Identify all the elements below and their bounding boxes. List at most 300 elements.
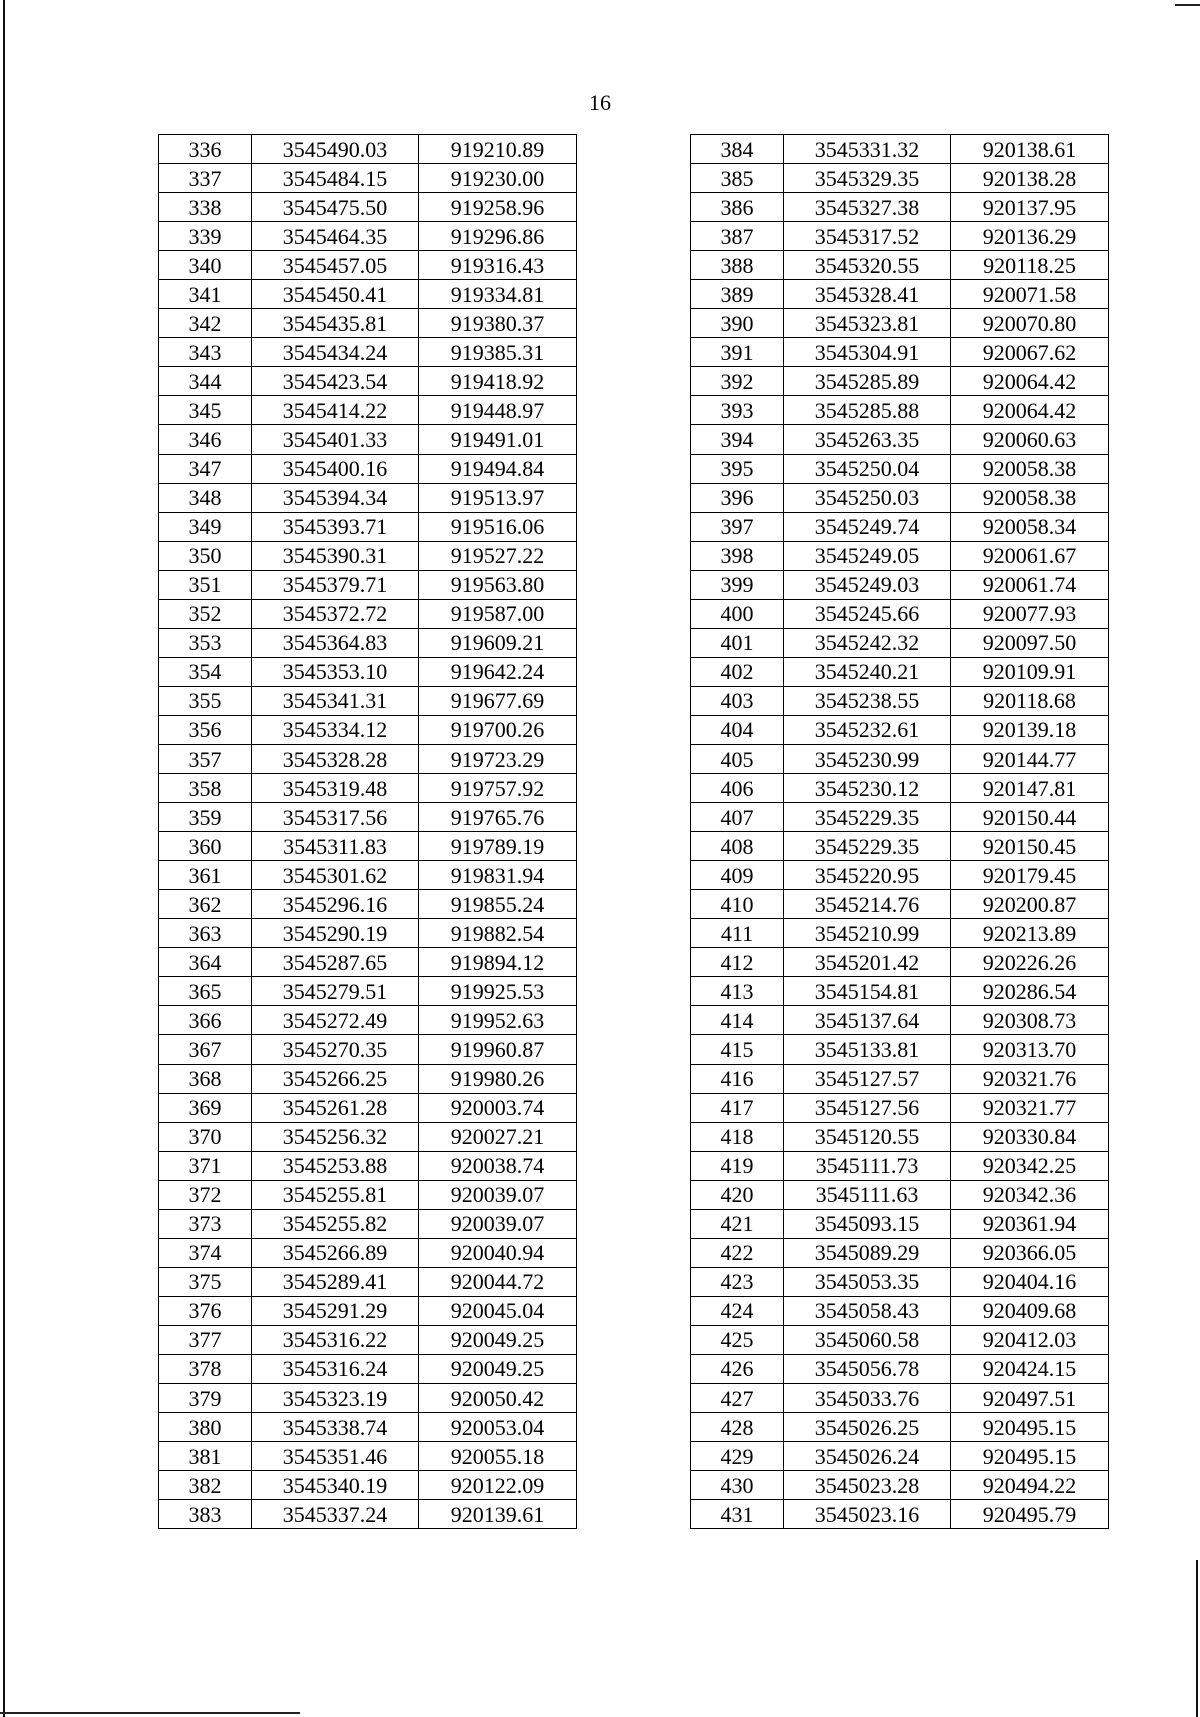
table-row [159,657,577,686]
y-coordinate-cell: 919723.29 [419,744,577,773]
table-row [691,1325,1109,1354]
y-coordinate-cell: 920330.84 [951,1122,1109,1151]
table-row [691,135,1109,164]
table-row [691,1064,1109,1093]
point-number-cell: 345 [159,396,252,425]
y-coordinate-cell: 920058.38 [951,454,1109,483]
x-coordinate-cell: 3545238.55 [784,686,951,715]
y-coordinate-cell: 920049.25 [419,1354,577,1383]
table-row [159,1442,577,1471]
y-coordinate-cell: 920138.28 [951,164,1109,193]
x-coordinate-cell: 3545230.12 [784,774,951,803]
point-number-cell: 421 [691,1209,784,1238]
table-row [159,1093,577,1122]
y-coordinate-cell: 920137.95 [951,193,1109,222]
x-coordinate-cell: 3545214.76 [784,890,951,919]
y-coordinate-cell: 919789.19 [419,832,577,861]
table-row [159,890,577,919]
point-number-cell: 369 [159,1093,252,1122]
table-row [691,1238,1109,1267]
x-coordinate-cell: 3545154.81 [784,977,951,1006]
point-number-cell: 349 [159,512,252,541]
y-coordinate-cell: 920494.22 [951,1471,1109,1500]
table-row [159,425,577,454]
table-row [691,512,1109,541]
x-coordinate-cell: 3545316.22 [252,1325,419,1354]
y-coordinate-cell: 919448.97 [419,396,577,425]
table-row [159,251,577,280]
table-row [159,1325,577,1354]
y-coordinate-cell: 920064.42 [951,367,1109,396]
point-number-cell: 431 [691,1500,784,1529]
y-coordinate-cell: 920139.61 [419,1500,577,1529]
point-number-cell: 372 [159,1180,252,1209]
table-row [691,309,1109,338]
table-row [159,774,577,803]
y-coordinate-cell: 920027.21 [419,1122,577,1151]
x-coordinate-cell: 3545423.54 [252,367,419,396]
table-row [159,454,577,483]
x-coordinate-cell: 3545291.29 [252,1296,419,1325]
y-coordinate-cell: 920097.50 [951,628,1109,657]
table-row [159,338,577,367]
point-number-cell: 419 [691,1151,784,1180]
point-number-cell: 396 [691,483,784,512]
table-row [159,948,577,977]
point-number-cell: 358 [159,774,252,803]
table-row [159,483,577,512]
y-coordinate-cell: 919258.96 [419,193,577,222]
x-coordinate-cell: 3545435.81 [252,309,419,338]
point-number-cell: 424 [691,1296,784,1325]
x-coordinate-cell: 3545261.28 [252,1093,419,1122]
table-row [691,832,1109,861]
table-row [691,1093,1109,1122]
table-row [159,193,577,222]
x-coordinate-cell: 3545475.50 [252,193,419,222]
x-coordinate-cell: 3545272.49 [252,1006,419,1035]
table-row [691,686,1109,715]
y-coordinate-cell: 920061.74 [951,570,1109,599]
y-coordinate-cell: 920109.91 [951,657,1109,686]
table-row [159,280,577,309]
y-coordinate-cell: 920071.58 [951,280,1109,309]
y-coordinate-cell: 920049.25 [419,1325,577,1354]
x-coordinate-cell: 3545240.21 [784,657,951,686]
x-coordinate-cell: 3545287.65 [252,948,419,977]
point-number-cell: 383 [159,1500,252,1529]
table-row [159,1006,577,1035]
point-number-cell: 416 [691,1064,784,1093]
x-coordinate-cell: 3545327.38 [784,193,951,222]
x-coordinate-cell: 3545229.35 [784,803,951,832]
y-coordinate-cell: 920061.67 [951,541,1109,570]
table-row [691,483,1109,512]
x-coordinate-cell: 3545255.82 [252,1209,419,1238]
table-row [159,1267,577,1296]
table-row [159,1180,577,1209]
y-coordinate-cell: 920118.68 [951,686,1109,715]
table-row [691,164,1109,193]
x-coordinate-cell: 3545249.74 [784,512,951,541]
x-coordinate-cell: 3545390.31 [252,541,419,570]
y-coordinate-cell: 920179.45 [951,861,1109,890]
y-coordinate-cell: 920342.25 [951,1151,1109,1180]
x-coordinate-cell: 3545229.35 [784,832,951,861]
point-number-cell: 404 [691,715,784,744]
table-row [691,977,1109,1006]
table-row [691,193,1109,222]
point-number-cell: 362 [159,890,252,919]
y-coordinate-cell: 920136.29 [951,222,1109,251]
point-number-cell: 429 [691,1442,784,1471]
x-coordinate-cell: 3545249.05 [784,541,951,570]
x-coordinate-cell: 3545279.51 [252,977,419,1006]
point-number-cell: 406 [691,774,784,803]
y-coordinate-cell: 920040.94 [419,1238,577,1267]
table-row [691,657,1109,686]
y-coordinate-cell: 920226.26 [951,948,1109,977]
table-row [159,512,577,541]
point-number-cell: 414 [691,1006,784,1035]
point-number-cell: 395 [691,454,784,483]
y-coordinate-cell: 920147.81 [951,774,1109,803]
y-coordinate-cell: 919952.63 [419,1006,577,1035]
point-number-cell: 390 [691,309,784,338]
x-coordinate-cell: 3545053.35 [784,1267,951,1296]
table-row [159,1035,577,1064]
table-row [159,367,577,396]
point-number-cell: 380 [159,1413,252,1442]
y-coordinate-cell: 920122.09 [419,1471,577,1500]
y-coordinate-cell: 919831.94 [419,861,577,890]
table-row [691,541,1109,570]
x-coordinate-cell: 3545372.72 [252,599,419,628]
x-coordinate-cell: 3545058.43 [784,1296,951,1325]
point-number-cell: 351 [159,570,252,599]
x-coordinate-cell: 3545337.24 [252,1500,419,1529]
x-coordinate-cell: 3545323.19 [252,1384,419,1413]
point-number-cell: 338 [159,193,252,222]
table-row [691,1413,1109,1442]
table-row [691,715,1109,744]
y-coordinate-cell: 919757.92 [419,774,577,803]
y-coordinate-cell: 920039.07 [419,1209,577,1238]
x-coordinate-cell: 3545056.78 [784,1354,951,1383]
point-number-cell: 398 [691,541,784,570]
point-number-cell: 344 [159,367,252,396]
x-coordinate-cell: 3545464.35 [252,222,419,251]
point-number-cell: 418 [691,1122,784,1151]
point-number-cell: 361 [159,861,252,890]
x-coordinate-cell: 3545266.89 [252,1238,419,1267]
y-coordinate-cell: 920321.76 [951,1064,1109,1093]
x-coordinate-cell: 3545201.42 [784,948,951,977]
point-number-cell: 347 [159,454,252,483]
x-coordinate-cell: 3545120.55 [784,1122,951,1151]
table-row [159,599,577,628]
point-number-cell: 412 [691,948,784,977]
x-coordinate-cell: 3545490.03 [252,135,419,164]
x-coordinate-cell: 3545285.89 [784,367,951,396]
x-coordinate-cell: 3545393.71 [252,512,419,541]
table-row [159,1151,577,1180]
point-number-cell: 422 [691,1238,784,1267]
table-row [691,774,1109,803]
table-row [691,222,1109,251]
point-number-cell: 408 [691,832,784,861]
point-number-cell: 355 [159,686,252,715]
x-coordinate-cell: 3545127.56 [784,1093,951,1122]
x-coordinate-cell: 3545364.83 [252,628,419,657]
x-coordinate-cell: 3545253.88 [252,1151,419,1180]
y-coordinate-cell: 919210.89 [419,135,577,164]
point-number-cell: 370 [159,1122,252,1151]
table-row [159,222,577,251]
y-coordinate-cell: 919516.06 [419,512,577,541]
point-number-cell: 377 [159,1325,252,1354]
point-number-cell: 381 [159,1442,252,1471]
table-row [691,251,1109,280]
point-number-cell: 386 [691,193,784,222]
point-number-cell: 348 [159,483,252,512]
x-coordinate-cell: 3545290.19 [252,919,419,948]
table-row [691,919,1109,948]
x-coordinate-cell: 3545210.99 [784,919,951,948]
x-coordinate-cell: 3545137.64 [784,1006,951,1035]
point-number-cell: 350 [159,541,252,570]
point-number-cell: 339 [159,222,252,251]
y-coordinate-cell: 920058.34 [951,512,1109,541]
scan-edge-line-top [1175,4,1200,6]
y-coordinate-cell: 920409.68 [951,1296,1109,1325]
y-coordinate-cell: 919925.53 [419,977,577,1006]
x-coordinate-cell: 3545111.63 [784,1180,951,1209]
x-coordinate-cell: 3545320.55 [784,251,951,280]
x-coordinate-cell: 3545484.15 [252,164,419,193]
table-row [691,1122,1109,1151]
x-coordinate-cell: 3545245.66 [784,599,951,628]
table-row [159,1500,577,1529]
x-coordinate-cell: 3545220.95 [784,861,951,890]
point-number-cell: 366 [159,1006,252,1035]
point-number-cell: 410 [691,890,784,919]
x-coordinate-cell: 3545026.25 [784,1413,951,1442]
table-row [159,570,577,599]
table-row [691,948,1109,977]
table-row [159,1209,577,1238]
x-coordinate-cell: 3545289.41 [252,1267,419,1296]
y-coordinate-cell: 920060.63 [951,425,1109,454]
x-coordinate-cell: 3545266.25 [252,1064,419,1093]
x-coordinate-cell: 3545263.35 [784,425,951,454]
table-row [691,425,1109,454]
y-coordinate-cell: 919609.21 [419,628,577,657]
table-row [691,1384,1109,1413]
x-coordinate-cell: 3545316.24 [252,1354,419,1383]
table-row [159,977,577,1006]
y-coordinate-cell: 920495.15 [951,1413,1109,1442]
y-coordinate-cell: 920308.73 [951,1006,1109,1035]
point-number-cell: 427 [691,1384,784,1413]
point-number-cell: 400 [691,599,784,628]
table-row [691,1035,1109,1064]
point-number-cell: 402 [691,657,784,686]
y-coordinate-cell: 920058.38 [951,483,1109,512]
point-number-cell: 342 [159,309,252,338]
scan-edge-line-bottom [0,1712,300,1714]
table-row [159,803,577,832]
point-number-cell: 356 [159,715,252,744]
point-number-cell: 341 [159,280,252,309]
point-number-cell: 426 [691,1354,784,1383]
table-row [691,396,1109,425]
point-number-cell: 392 [691,367,784,396]
y-coordinate-cell: 919587.00 [419,599,577,628]
point-number-cell: 378 [159,1354,252,1383]
point-number-cell: 407 [691,803,784,832]
y-coordinate-cell: 919765.76 [419,803,577,832]
x-coordinate-cell: 3545319.48 [252,774,419,803]
table-row [159,686,577,715]
point-number-cell: 397 [691,512,784,541]
x-coordinate-cell: 3545400.16 [252,454,419,483]
x-coordinate-cell: 3545328.41 [784,280,951,309]
table-row [159,1354,577,1383]
point-number-cell: 359 [159,803,252,832]
table-row [691,338,1109,367]
table-row [159,744,577,773]
point-number-cell: 393 [691,396,784,425]
point-number-cell: 417 [691,1093,784,1122]
point-number-cell: 399 [691,570,784,599]
point-number-cell: 405 [691,744,784,773]
table-row [691,861,1109,890]
point-number-cell: 352 [159,599,252,628]
y-coordinate-cell: 920150.45 [951,832,1109,861]
x-coordinate-cell: 3545256.32 [252,1122,419,1151]
x-coordinate-cell: 3545093.15 [784,1209,951,1238]
table-row [159,861,577,890]
y-coordinate-cell: 920342.36 [951,1180,1109,1209]
point-number-cell: 379 [159,1384,252,1413]
table-row [159,135,577,164]
table-row [691,803,1109,832]
x-coordinate-cell: 3545242.32 [784,628,951,657]
y-coordinate-cell: 920144.77 [951,744,1109,773]
y-coordinate-cell: 920200.87 [951,890,1109,919]
y-coordinate-cell: 920077.93 [951,599,1109,628]
x-coordinate-cell: 3545353.10 [252,657,419,686]
y-coordinate-cell: 920039.07 [419,1180,577,1209]
point-number-cell: 409 [691,861,784,890]
point-number-cell: 365 [159,977,252,1006]
x-coordinate-cell: 3545111.73 [784,1151,951,1180]
y-coordinate-cell: 919491.01 [419,425,577,454]
table-row [691,280,1109,309]
table-row [691,890,1109,919]
table-row [159,541,577,570]
table-row [159,164,577,193]
y-coordinate-cell: 919513.97 [419,483,577,512]
y-coordinate-cell: 919380.37 [419,309,577,338]
table-row [159,1238,577,1267]
x-coordinate-cell: 3545301.62 [252,861,419,890]
point-number-cell: 368 [159,1064,252,1093]
y-coordinate-cell: 920321.77 [951,1093,1109,1122]
x-coordinate-cell: 3545317.52 [784,222,951,251]
point-number-cell: 403 [691,686,784,715]
y-coordinate-cell: 920067.62 [951,338,1109,367]
x-coordinate-cell: 3545434.24 [252,338,419,367]
table-row [691,1442,1109,1471]
x-coordinate-cell: 3545311.83 [252,832,419,861]
x-coordinate-cell: 3545331.32 [784,135,951,164]
point-number-cell: 353 [159,628,252,657]
x-coordinate-cell: 3545060.58 [784,1325,951,1354]
y-coordinate-cell: 920286.54 [951,977,1109,1006]
y-coordinate-cell: 919700.26 [419,715,577,744]
point-number-cell: 375 [159,1267,252,1296]
table-row [159,1384,577,1413]
x-coordinate-cell: 3545270.35 [252,1035,419,1064]
x-coordinate-cell: 3545317.56 [252,803,419,832]
point-number-cell: 374 [159,1238,252,1267]
y-coordinate-cell: 920366.05 [951,1238,1109,1267]
x-coordinate-cell: 3545023.16 [784,1500,951,1529]
y-coordinate-cell: 919230.00 [419,164,577,193]
point-number-cell: 391 [691,338,784,367]
table-row [159,1122,577,1151]
table-row [691,570,1109,599]
x-coordinate-cell: 3545338.74 [252,1413,419,1442]
point-number-cell: 376 [159,1296,252,1325]
x-coordinate-cell: 3545026.24 [784,1442,951,1471]
y-coordinate-cell: 919296.86 [419,222,577,251]
x-coordinate-cell: 3545457.05 [252,251,419,280]
y-coordinate-cell: 920038.74 [419,1151,577,1180]
x-coordinate-cell: 3545249.03 [784,570,951,599]
y-coordinate-cell: 919316.43 [419,251,577,280]
y-coordinate-cell: 919385.31 [419,338,577,367]
y-coordinate-cell: 920044.72 [419,1267,577,1296]
table-row [159,628,577,657]
point-number-cell: 411 [691,919,784,948]
point-number-cell: 337 [159,164,252,193]
point-number-cell: 387 [691,222,784,251]
table-row [691,1296,1109,1325]
point-number-cell: 340 [159,251,252,280]
table-row [691,1180,1109,1209]
y-coordinate-cell: 919960.87 [419,1035,577,1064]
y-coordinate-cell: 919980.26 [419,1064,577,1093]
point-number-cell: 415 [691,1035,784,1064]
x-coordinate-cell: 3545329.35 [784,164,951,193]
x-coordinate-cell: 3545351.46 [252,1442,419,1471]
point-number-cell: 394 [691,425,784,454]
y-coordinate-cell: 920213.89 [951,919,1109,948]
point-number-cell: 425 [691,1325,784,1354]
x-coordinate-cell: 3545296.16 [252,890,419,919]
x-coordinate-cell: 3545250.03 [784,483,951,512]
table-row [691,599,1109,628]
y-coordinate-cell: 920412.03 [951,1325,1109,1354]
table-row [691,1500,1109,1529]
scan-edge-line-right [1196,1560,1198,1717]
table-row [691,454,1109,483]
y-coordinate-cell: 919563.80 [419,570,577,599]
point-number-cell: 413 [691,977,784,1006]
